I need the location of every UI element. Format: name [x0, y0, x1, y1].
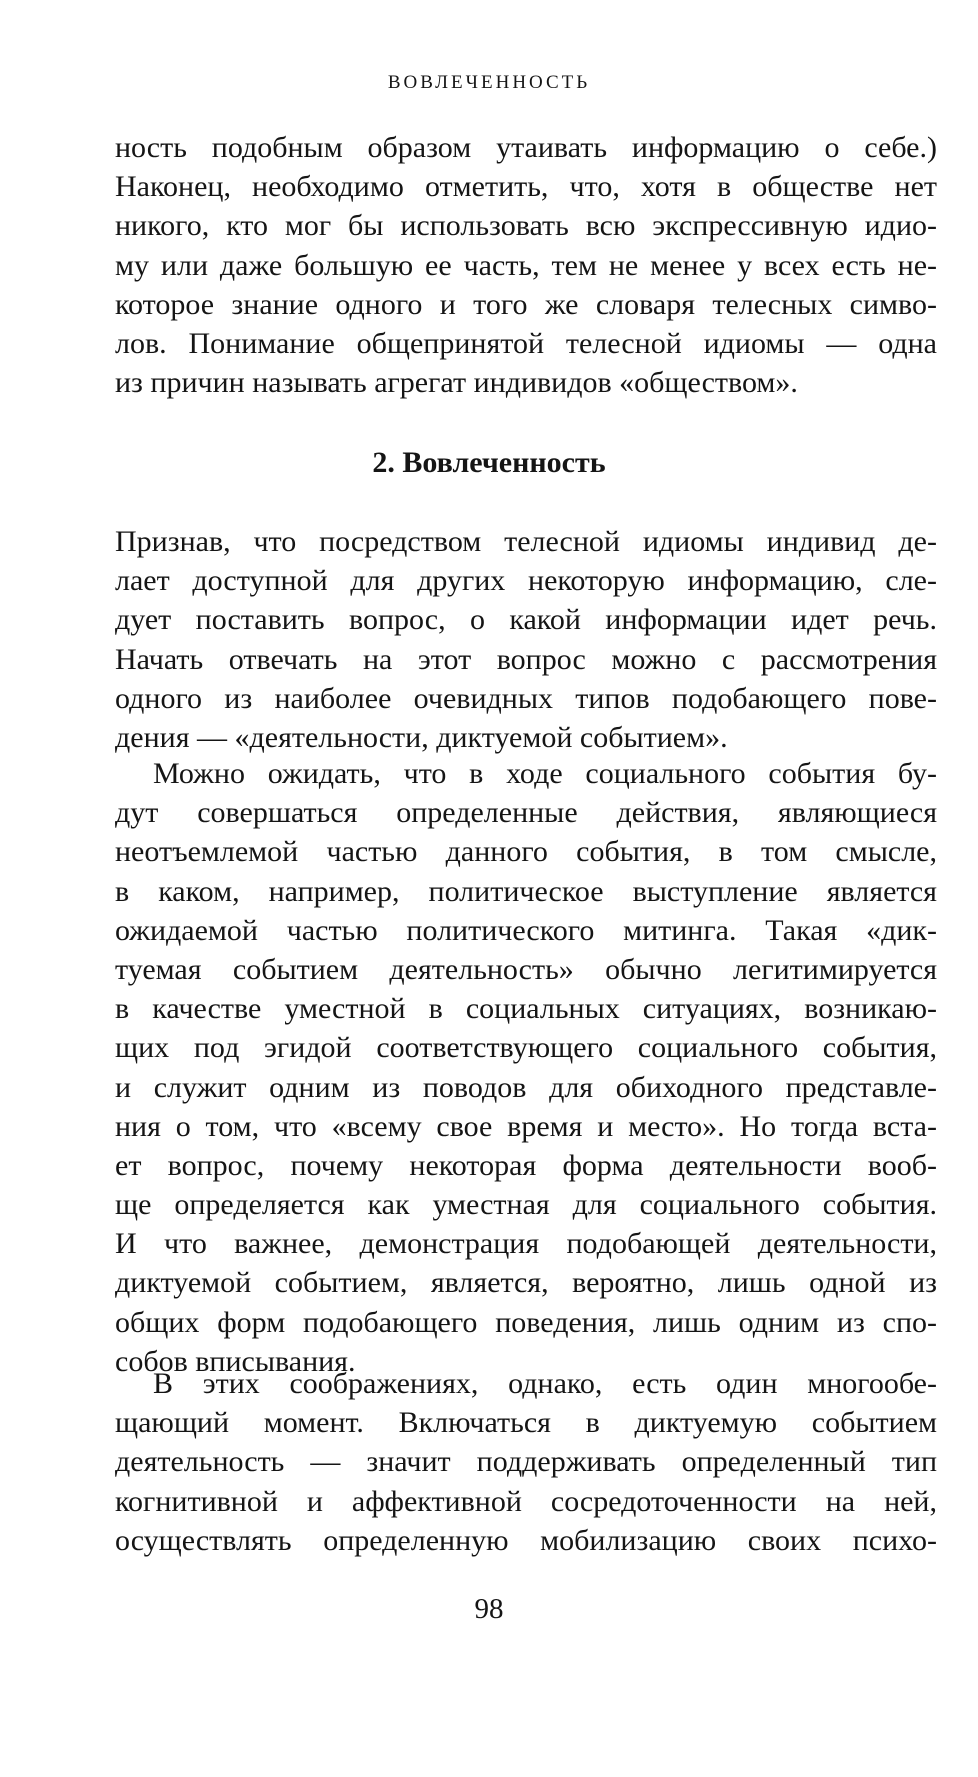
- text-line: Начать отвечать на этот вопрос можно с рассмотрения: [115, 642, 937, 676]
- text-line: лает доступной для других некоторую информацию, сле-: [115, 564, 937, 598]
- text-line: ожидаемой частью политического митинга. Такая «дик-: [115, 913, 937, 947]
- text-line: Можно ожидать, что в ходе социального события бу-: [153, 757, 937, 790]
- text-line: которое знание одного и того же словаря телесных симво-: [115, 287, 937, 321]
- text-line: неотъемлемой частью данного события, в том смысле,: [115, 835, 937, 869]
- text-line: осуществлять определенную мобилизацию своих психо-: [115, 1523, 937, 1557]
- text-line: му или даже большую ее часть, тем не менее у всех есть не-: [115, 248, 937, 282]
- text-line: одного из наиболее очевидных типов подобающего пове-: [115, 681, 937, 715]
- section-heading: 2. Вовлеченность: [372, 446, 606, 479]
- text-line: туемая событием деятельность» обычно легитимируется: [115, 952, 937, 986]
- text-line: ет вопрос, почему некоторая форма деятельности вооб-: [115, 1148, 937, 1182]
- paragraph: [115, 522, 937, 757]
- text-line: никого, кто мог бы использовать всю экспрессивную идио-: [115, 209, 937, 243]
- text-line: ния о том, что «всему свое время и место». Но тогда вста-: [115, 1109, 937, 1143]
- text-line: щающий момент. Включаться в диктуемую событием: [115, 1406, 937, 1440]
- text-line: диктуемой событием, является, вероятно, лишь одной из: [115, 1266, 937, 1300]
- text-line: лов. Понимание общепринятой телесной идиомы — одна: [115, 326, 937, 360]
- text-line: ще определяется как уместная для социального события.: [115, 1188, 937, 1222]
- text-line: Признав, что посредством телесной идиомы индивид де-: [115, 525, 937, 558]
- text-line: деятельность — значит поддерживать определенный тип: [115, 1445, 937, 1479]
- text-line: в каком, например, политическое выступление является: [115, 874, 937, 908]
- text-line: из причин называть агрегат индивидов «обществом».: [115, 366, 798, 400]
- text-line: дует поставить вопрос, о какой информации идет речь.: [115, 603, 937, 637]
- text-line: в качестве уместной в социальных ситуациях, возникаю-: [115, 992, 937, 1026]
- text-line: дут совершаться определенные действия, являющиеся: [115, 796, 937, 830]
- text-line: и служит одним из поводов для обиходного представле-: [115, 1070, 937, 1104]
- page-number: 98: [474, 1593, 504, 1625]
- text-line: щих под эгидой соответствующего социального события,: [115, 1031, 937, 1065]
- text-line: общих форм подобающего поведения, лишь одним из спо-: [115, 1305, 937, 1339]
- paragraph: [115, 1364, 937, 1560]
- text-line: когнитивной и аффективной сосредоточенности на ней,: [115, 1484, 937, 1518]
- text-line: дения — «деятельности, диктуемой событием».: [115, 720, 728, 754]
- text-line: собов вписывания.: [115, 1344, 356, 1378]
- text-line: Наконец, необходимо отметить, что, хотя в обществе нет: [115, 170, 937, 204]
- text-line: В этих соображениях, однако, есть один многообе-: [153, 1367, 937, 1400]
- running-head: ВОВЛЕЧЕННОСТЬ: [387, 72, 591, 93]
- paragraph-continued: [115, 128, 937, 402]
- text-line: И что важнее, демонстрация подобающей деятельности,: [115, 1227, 937, 1261]
- paragraph: [115, 754, 937, 1381]
- text-line: ность подобным образом утаивать информацию о себе.): [115, 131, 937, 164]
